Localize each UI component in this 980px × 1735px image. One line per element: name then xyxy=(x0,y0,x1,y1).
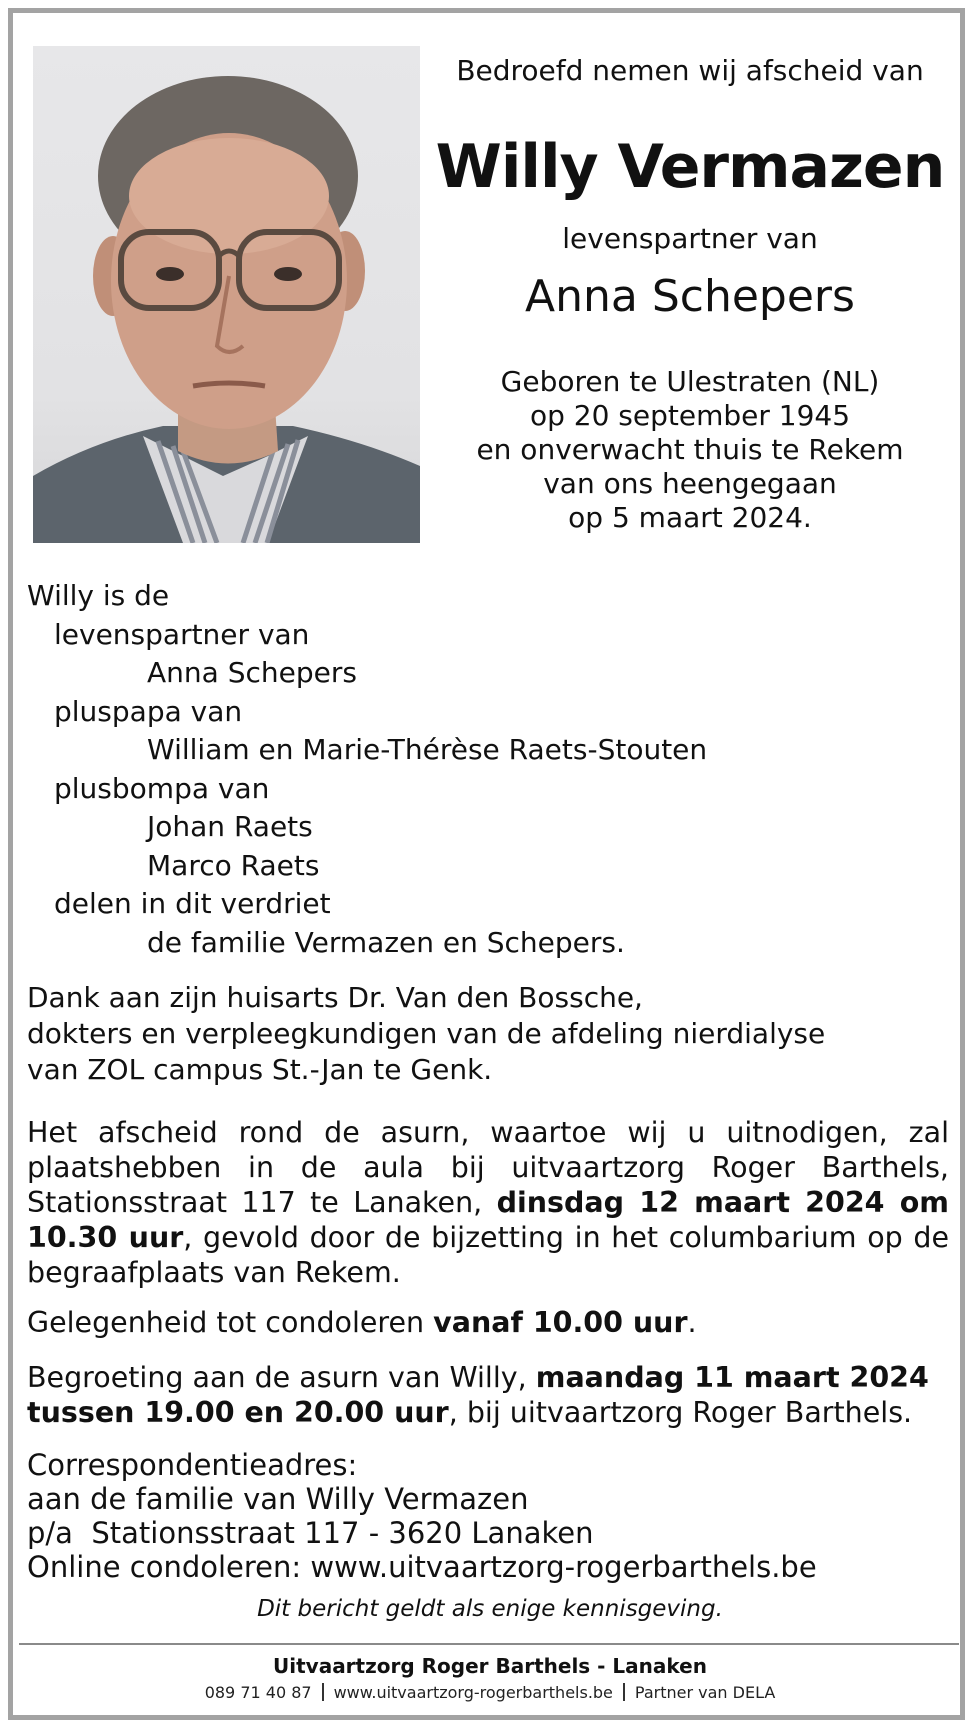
family-row: Marco Raets xyxy=(147,848,320,882)
notice-text: Dit bericht geldt als enige kennisgeving. xyxy=(257,1596,723,1622)
thanks-line: dokters en verpleegkundigen van de afdeling nierdialyse xyxy=(27,1017,826,1050)
family-row: delen in dit verdriet xyxy=(54,887,331,920)
family-row: Anna Schepers xyxy=(147,656,357,689)
intro-text: Bedroefd nemen wij afscheid van xyxy=(456,54,924,87)
family-row: levenspartner van xyxy=(54,617,310,651)
condolence-end: . xyxy=(687,1306,697,1339)
footer-title: Uitvaartzorg Roger Barthels - Lanaken xyxy=(273,1654,707,1678)
thanks-line: Dank aan zijn huisarts Dr. Van den Bossche, xyxy=(27,981,643,1014)
thanks-text xyxy=(27,980,947,1088)
birth-line: op 20 september 1945 xyxy=(529,399,851,432)
family-row: Johan Raets xyxy=(147,810,313,843)
footer-separator xyxy=(623,1683,625,1701)
partner-label: levenspartner van xyxy=(562,222,818,255)
family-row: plusbompa van xyxy=(54,771,270,805)
ceremony-paragraph xyxy=(27,1115,949,1290)
family-opening: Willy is de xyxy=(27,579,170,612)
greeting-paragraph xyxy=(27,1360,949,1430)
thanks-line: van ZOL campus St.-Jan te Genk. xyxy=(27,1053,493,1086)
birth-details xyxy=(430,365,950,535)
deceased-name: Willy Vermazen xyxy=(435,132,945,202)
condolence-time: vanaf 10.00 uur xyxy=(433,1306,688,1339)
family-list xyxy=(27,577,927,962)
portrait-illustration xyxy=(33,46,420,543)
birth-line: en onverwacht thuis te Rekem xyxy=(476,433,904,466)
online-condolence-line: Online condoleren: www.uitvaartzorg-rogerbarthels.be xyxy=(27,1550,817,1584)
family-row: pluspapa van xyxy=(54,694,243,728)
greeting-datetime: maandag 11 maart 2024 tussen 19.00 en 20.00 uur xyxy=(27,1361,929,1429)
birth-line: op 5 maart 2024. xyxy=(568,501,812,534)
correspondence-label: Correspondentieadres: xyxy=(27,1448,358,1482)
ceremony-text-end: , gevold door de bijzetting in het columbarium op de begraafplaats van Rekem. xyxy=(27,1221,949,1289)
correspondence-line: aan de familie van Willy Vermazen xyxy=(27,1482,529,1516)
footer-phone: 089 71 40 87 xyxy=(204,1683,312,1702)
portrait-photo xyxy=(33,46,420,543)
greeting-text: Begroeting aan de asurn van Willy, xyxy=(27,1361,536,1394)
ceremony-text: Het afscheid rond de asurn, waartoe wij u uitnodigen, zal plaatshebben in de aula bij uitvaartzorg Roger Barthels, Stationsstraat 117 te Lanaken, xyxy=(27,1116,949,1219)
footer-info xyxy=(0,1683,980,1702)
partner-name: Anna Schepers xyxy=(525,271,855,322)
condolence-paragraph xyxy=(27,1305,949,1340)
footer-divider xyxy=(19,1643,959,1645)
footer-website: www.uitvaartzorg-rogerbarthels.be xyxy=(333,1683,613,1702)
footer-separator xyxy=(322,1683,324,1701)
family-row: William en Marie-Thérèse Raets-Stouten xyxy=(147,733,708,766)
greeting-end: , bij uitvaartzorg Roger Barthels. xyxy=(448,1396,913,1429)
family-row: de familie Vermazen en Schepers. xyxy=(147,925,625,959)
birth-line: Geboren te Ulestraten (NL) xyxy=(500,365,880,398)
ceremony-datetime: dinsdag 12 maart 2024 om 10.30 uur xyxy=(27,1186,949,1254)
birth-line: van ons heengegaan xyxy=(543,467,837,500)
correspondence-address: p/a Stationsstraat 117 - 3620 Lanaken xyxy=(27,1516,594,1550)
footer-partner: Partner van DELA xyxy=(634,1683,776,1702)
condolence-text: Gelegenheid tot condoleren xyxy=(27,1306,434,1339)
correspondence-block xyxy=(27,1448,949,1584)
